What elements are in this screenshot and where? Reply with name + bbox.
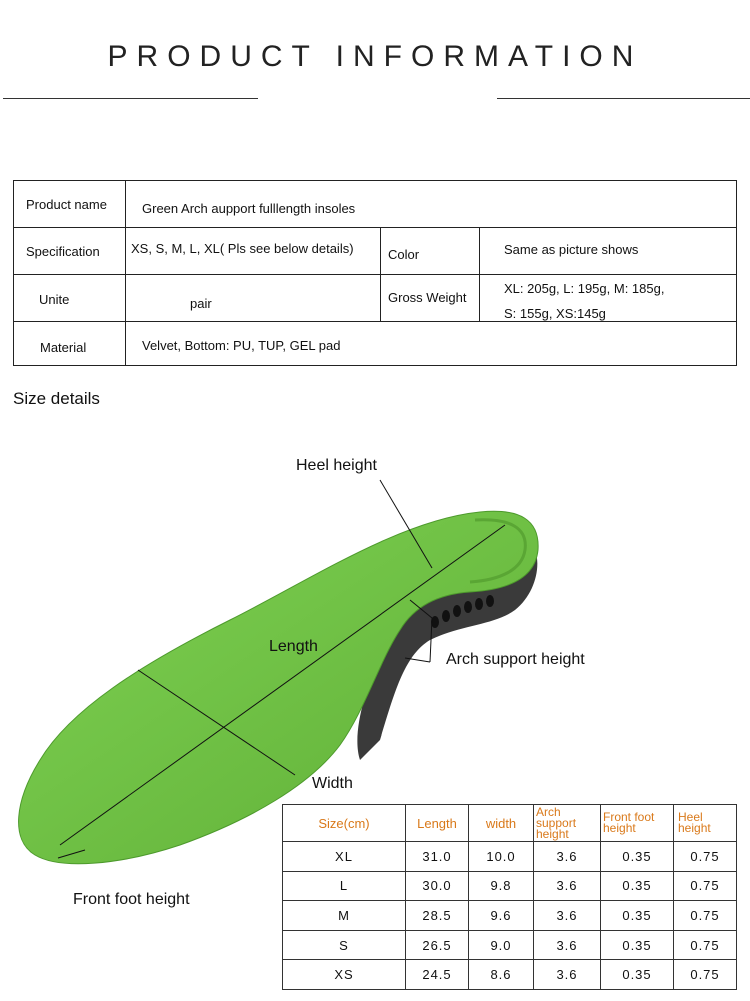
heel-cell: 0.75 xyxy=(674,871,737,901)
size-cell: M xyxy=(283,901,406,931)
arch-cell: 3.6 xyxy=(534,842,601,872)
arch-cell: 3.6 xyxy=(534,871,601,901)
heel-cell: 0.75 xyxy=(674,901,737,931)
front-foot-cell: 0.35 xyxy=(601,930,674,960)
gross-weight-line2: S: 155g, XS:145g xyxy=(504,306,606,321)
color-value: Same as picture shows xyxy=(504,242,639,257)
length-cell: 28.5 xyxy=(406,901,469,931)
info-col-divider xyxy=(380,227,381,321)
front-foot-cell: 0.35 xyxy=(601,901,674,931)
info-col-divider xyxy=(125,181,126,365)
table-row xyxy=(283,930,737,960)
size-cell: XL xyxy=(283,842,406,872)
gross-weight-label: Gross Weight xyxy=(388,290,467,305)
size-table-header: Heel height xyxy=(674,805,737,842)
info-row-divider xyxy=(14,227,736,228)
title-rule-left xyxy=(3,98,258,99)
heel-cell: 0.75 xyxy=(674,960,737,990)
callout-length: Length xyxy=(269,638,318,655)
size-cell: XS xyxy=(283,960,406,990)
heel-cell: 0.75 xyxy=(674,842,737,872)
length-cell: 24.5 xyxy=(406,960,469,990)
width-cell: 8.6 xyxy=(469,960,534,990)
width-cell: 10.0 xyxy=(469,842,534,872)
size-table xyxy=(282,804,737,990)
info-col-divider xyxy=(479,227,480,321)
size-cell: L xyxy=(283,871,406,901)
callout-front-foot-height: Front foot height xyxy=(73,891,190,908)
info-row-divider xyxy=(14,321,736,322)
arch-cell: 3.6 xyxy=(534,930,601,960)
front-foot-cell: 0.35 xyxy=(601,871,674,901)
size-details-heading: Size details xyxy=(13,389,100,408)
heel-cell: 0.75 xyxy=(674,930,737,960)
unite-label: Unite xyxy=(39,292,70,307)
front-foot-cell: 0.35 xyxy=(601,842,674,872)
material-value: Velvet, Bottom: PU, TUP, GEL pad xyxy=(142,338,341,353)
width-cell: 9.6 xyxy=(469,901,534,931)
arch-cell: 3.6 xyxy=(534,901,601,931)
length-cell: 26.5 xyxy=(406,930,469,960)
unite-value: pair xyxy=(190,296,212,311)
material-label: Material xyxy=(40,340,87,355)
table-row xyxy=(283,960,737,990)
title-rule-right xyxy=(497,98,750,99)
size-table-header-row xyxy=(283,805,737,842)
page-title: PRODUCT INFORMATION xyxy=(107,40,643,73)
front-foot-cell: 0.35 xyxy=(601,960,674,990)
table-row xyxy=(283,871,737,901)
width-cell: 9.8 xyxy=(469,871,534,901)
size-table-header: Length xyxy=(406,805,469,842)
size-table-header: Front foot height xyxy=(601,805,674,842)
specification-value: XS, S, M, L, XL( Pls see below details) xyxy=(131,241,354,256)
size-cell: S xyxy=(283,930,406,960)
length-cell: 30.0 xyxy=(406,871,469,901)
table-row xyxy=(283,842,737,872)
callout-width: Width xyxy=(312,775,353,792)
table-row xyxy=(283,901,737,931)
product-info-table xyxy=(13,180,737,366)
size-table-header: Arch support height xyxy=(534,805,601,842)
info-row-divider xyxy=(14,274,736,275)
color-label: Color xyxy=(388,247,420,262)
gross-weight-line1: XL: 205g, L: 195g, M: 185g, xyxy=(504,281,665,296)
specification-label: Specification xyxy=(26,244,100,259)
length-cell: 31.0 xyxy=(406,842,469,872)
size-table-header: width xyxy=(469,805,534,842)
callout-heel-height: Heel height xyxy=(296,457,377,474)
size-table-header: Size(cm) xyxy=(283,805,406,842)
callout-arch-support-height: Arch support height xyxy=(446,651,585,668)
arch-cell: 3.6 xyxy=(534,960,601,990)
product-name-value: Green Arch aupport fulllength insoles xyxy=(142,201,356,216)
width-cell: 9.0 xyxy=(469,930,534,960)
product-name-label: Product name xyxy=(26,197,107,212)
